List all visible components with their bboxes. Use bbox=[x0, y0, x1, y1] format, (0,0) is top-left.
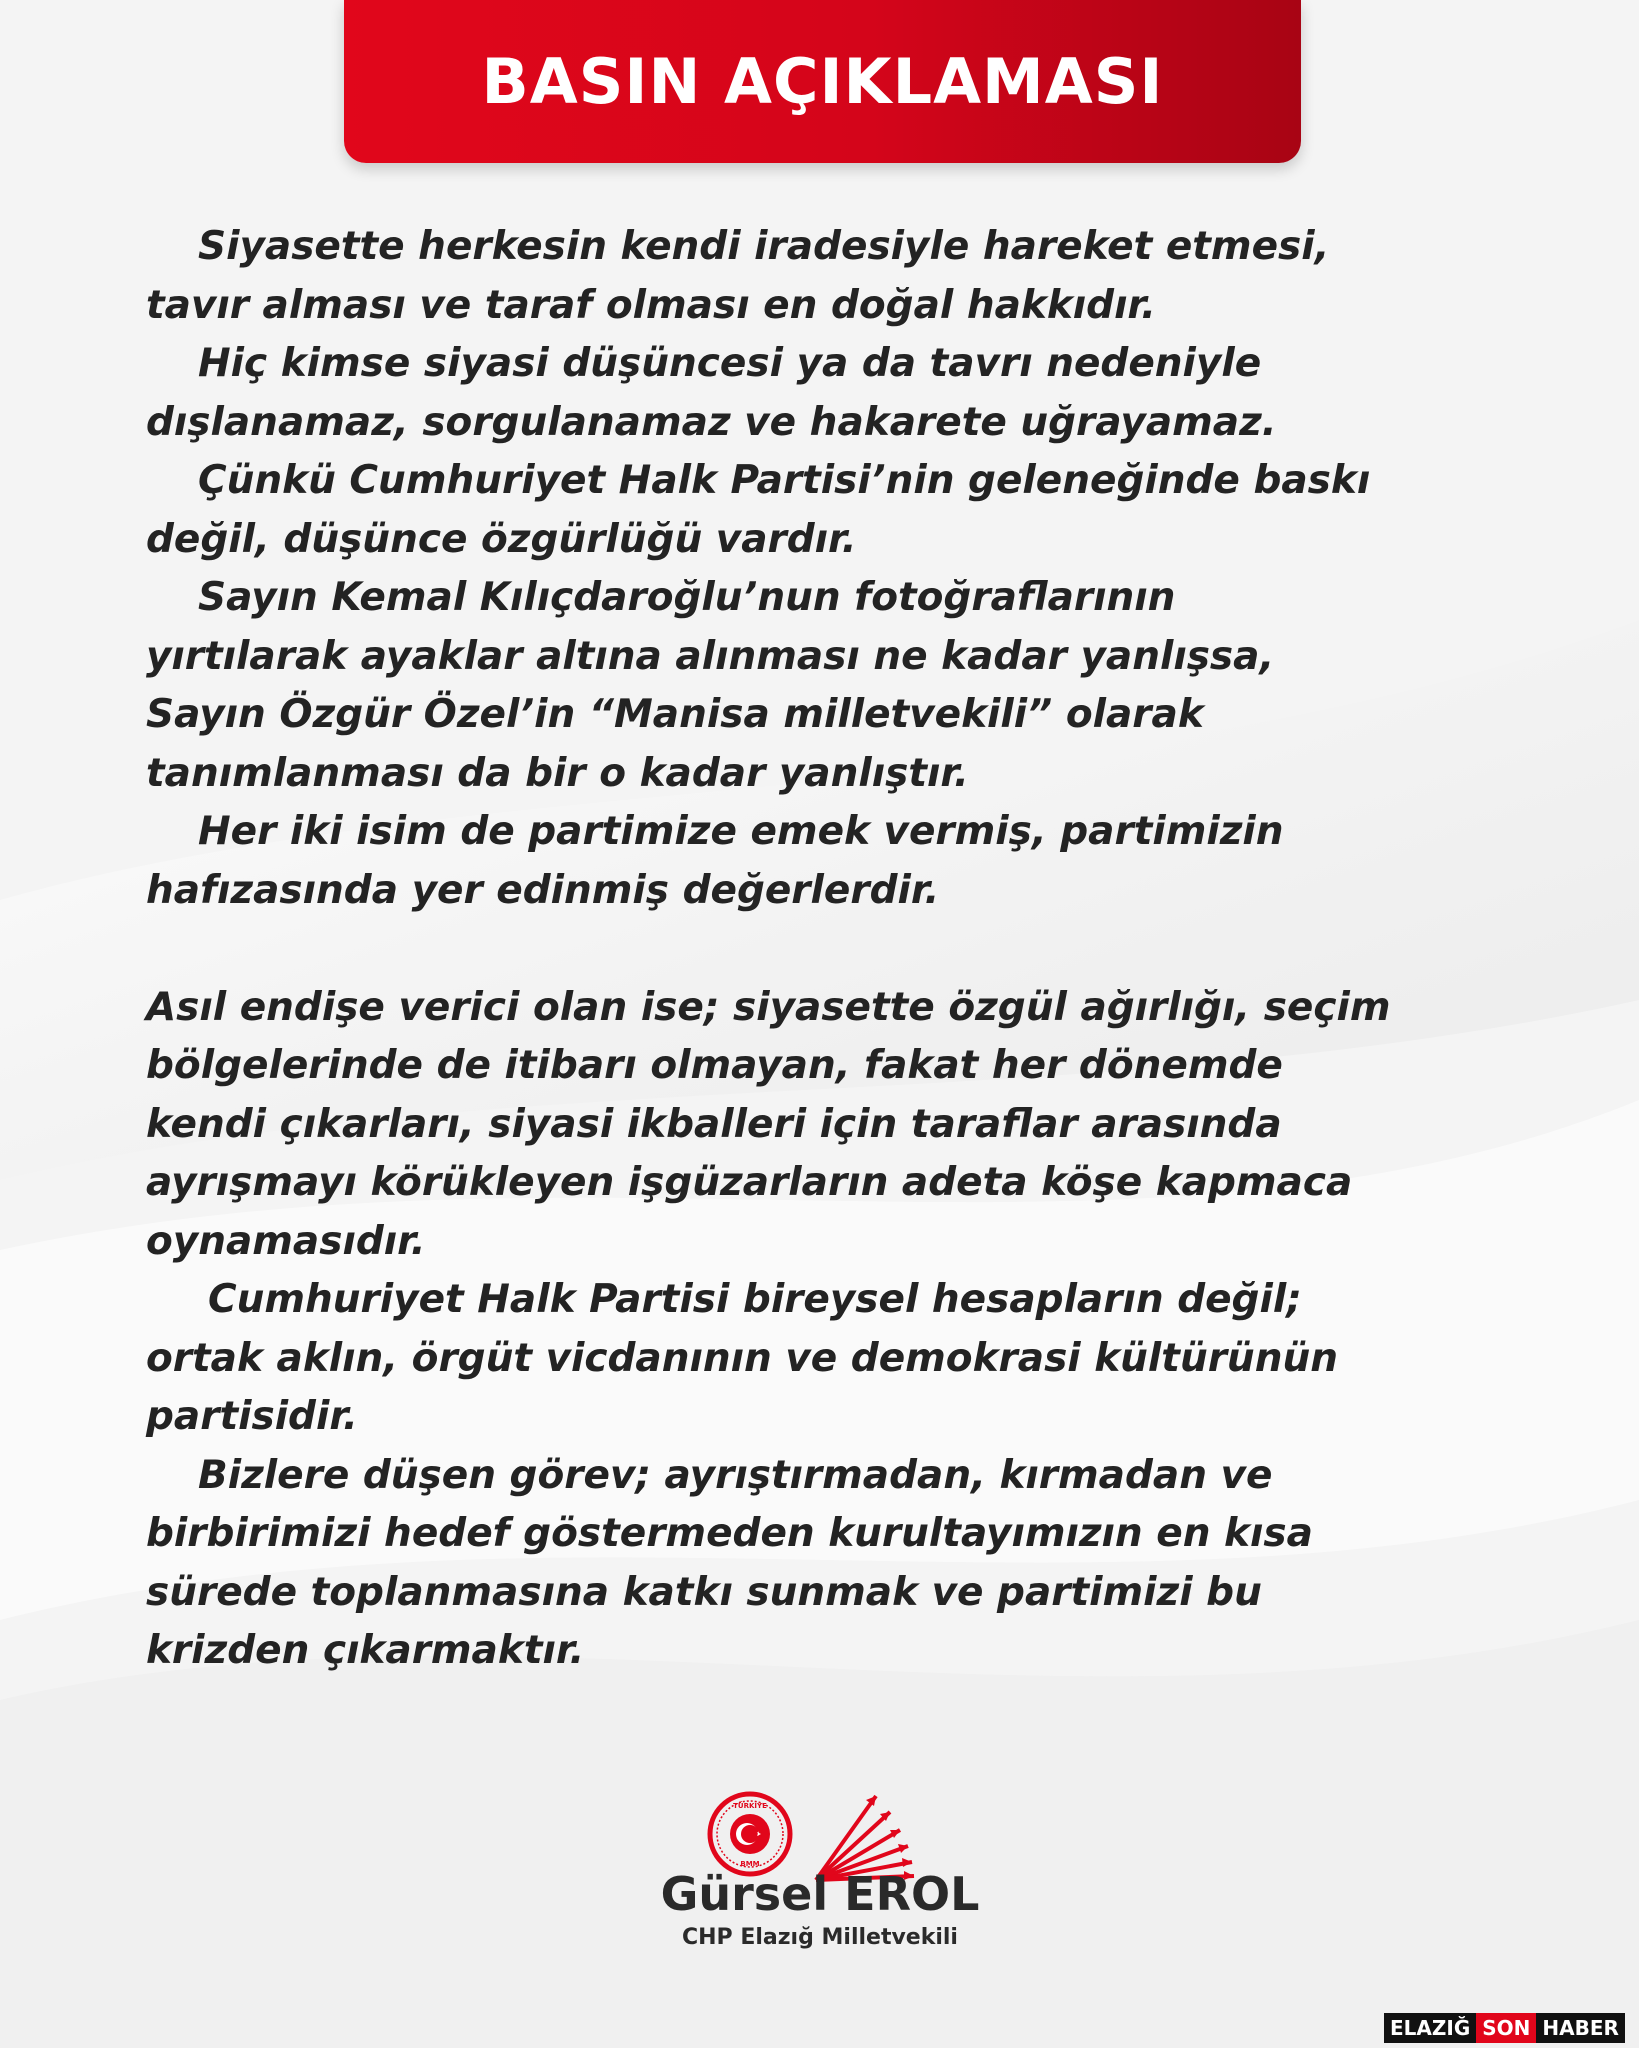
signatory-title: CHP Elazığ Milletvekili bbox=[682, 1924, 958, 1950]
signatory-name: Gürsel EROL bbox=[660, 1867, 980, 1921]
watermark-part-2: SON bbox=[1476, 2013, 1536, 2043]
seal-text-bottom: BMM bbox=[740, 1860, 760, 1868]
watermark-part-3: HABER bbox=[1536, 2013, 1625, 2043]
watermark-part-1: ELAZIĞ bbox=[1384, 2013, 1476, 2043]
tbmm-seal-icon bbox=[710, 1794, 790, 1874]
page-title: BASIN AÇIKLAMASI bbox=[481, 44, 1164, 118]
paragraph-8: Bizlere düşen görev; ayrıştırmadan, kırmadan ve birbirimizi hedef göstermeden kurultayımızın en kısa sürede toplanmasına katkı sunmak ve partimizi bu krizden çıkarmaktır. bbox=[146, 1452, 1313, 1673]
paragraph-7: Cumhuriyet Halk Partisi bireysel hesapların değil; ortak aklın, örgüt vicdanının ve demokrasi kültürünün partisidir. bbox=[146, 1277, 1338, 1439]
signature-block bbox=[560, 1868, 1080, 1950]
paragraph-5: Her iki isim de partimize emek vermiş, partimizin hafızasında yer edinmiş değerlerdir. bbox=[146, 809, 1284, 913]
paragraph-6: Asıl endişe verici olan ise; siyasette özgül ağırlığı, seçim bölgelerinde de itibarı olmayan, fakat her dönemde kendi çıkarları, siyasi ikballeri için taraflar arasında ayrışmayı körükleyen işgüzarların adeta köşe kapmaca oynamasıdır. bbox=[146, 984, 1391, 1264]
paragraph-3: Çünkü Cumhuriyet Halk Partisi’nin geleneğinde baskı değil, düşünce özgürlüğü vardır. bbox=[146, 458, 1371, 562]
header-banner bbox=[344, 0, 1301, 163]
source-watermark bbox=[1384, 2013, 1625, 2043]
paragraph-1: Siyasette herkesin kendi iradesiyle hareket etmesi, tavır alması ve taraf olması en doğal hakkıdır. bbox=[146, 224, 1330, 328]
paragraph-2: Hiç kimse siyasi düşüncesi ya da tavrı nedeniyle dışlanamaz, sorgulanamaz ve hakarete uğrayamaz. bbox=[146, 341, 1277, 445]
paragraph-4: Sayın Kemal Kılıçdaroğlu’nun fotoğraflarının yırtılarak ayaklar altına alınması ne kadar yanlışsa, Sayın Özgür Özel’in “Manisa milletvekili” olarak tanımlanması da bir o kadar yanlıştır. bbox=[146, 575, 1275, 796]
statement-body bbox=[146, 218, 1516, 1681]
seal-text-top: TÜRKİYE bbox=[733, 1802, 767, 1810]
